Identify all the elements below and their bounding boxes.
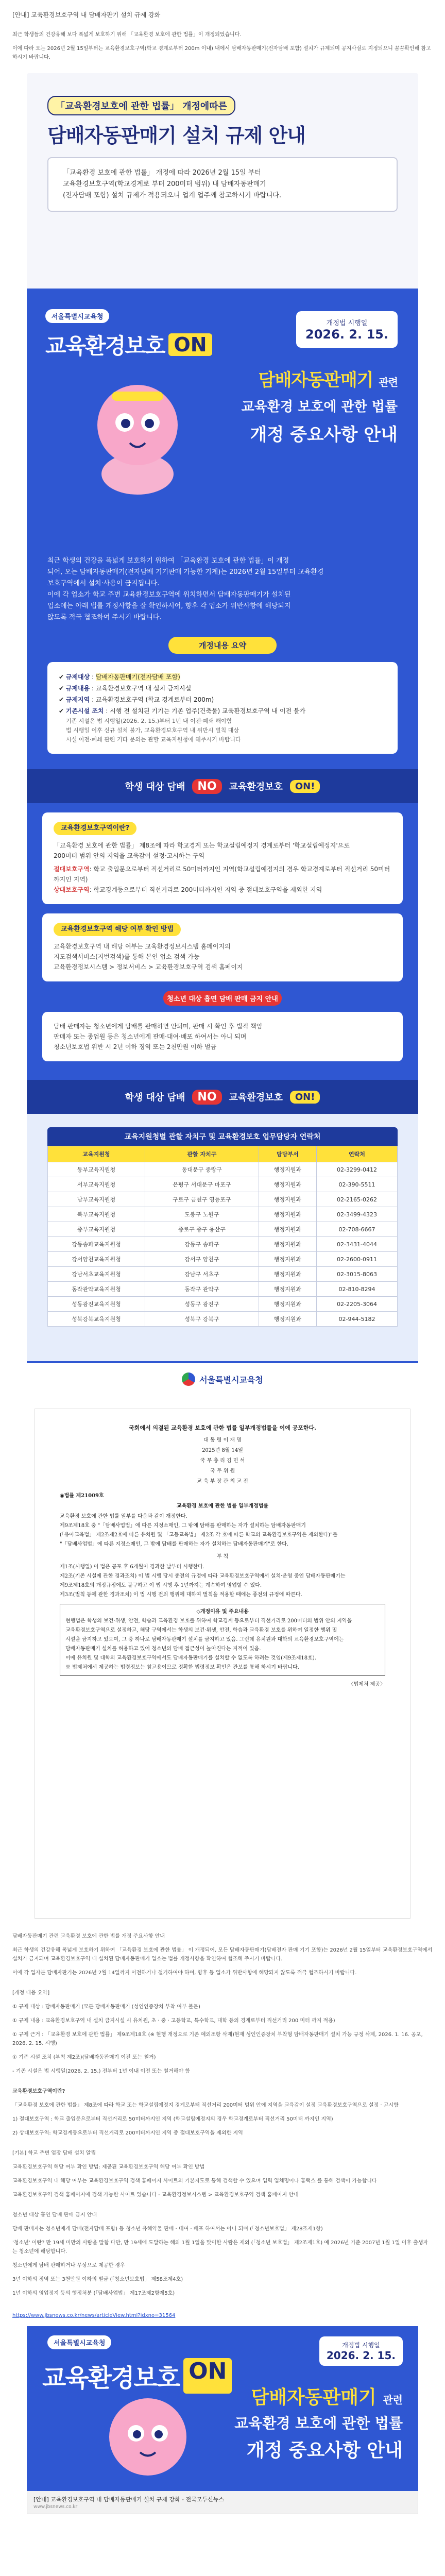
effective-date-box bbox=[319, 2336, 403, 2366]
table-cell: 행정지원과 bbox=[259, 1192, 316, 1207]
card-line: 200미터 범위 안의 지역을 교육감이 설정·고시하는 구역 bbox=[54, 852, 205, 859]
poster-body bbox=[27, 546, 418, 769]
body-paragraph: 청소년에게 담배 판매하거나 무상으로 제공한 경우 bbox=[12, 2263, 125, 2268]
table-cell: 강서구 양천구 bbox=[145, 1252, 259, 1267]
card-line: 지도검색서비스(지번검색)를 통해 본인 업소 검색 가능 bbox=[54, 953, 200, 960]
table-cell: 성동광진교육지원청 bbox=[48, 1297, 145, 1312]
gazette-box-line: ※ 법제처에서 제공하는 법령정보는 참고용이므로 정확한 법령정보 확인은 관보를 통해 하시기 바랍니다. bbox=[65, 1665, 299, 1670]
table-cell: 강남구 서초구 bbox=[145, 1267, 259, 1282]
table-cell: 구로구 금천구 영등포구 bbox=[145, 1192, 259, 1207]
table-cell: 02-2205-3064 bbox=[316, 1297, 397, 1312]
body-paragraph: 3년 이하의 징역 또는 3천만원 이하의 벌금 (「청소년보호법」 제58조제4호) bbox=[12, 2277, 183, 2282]
mascot-illustration bbox=[89, 376, 186, 495]
card-heading: 교육환경보호구역이란? bbox=[54, 822, 136, 835]
table-row bbox=[48, 1312, 398, 1327]
table-row bbox=[48, 1297, 398, 1312]
body-paragraph: ① 규제 근거 : 「교육환경 보호에 관한 법률」 제9조제18호 (※ 현행 개정으로 기존 예외조항 삭제)현재 성인인증장치 부착형 담배자동판매기 설치 가능 규정 삭제, 2026. 1. 16. 공포, 2026. 2. 15. 시행) bbox=[12, 2032, 423, 2046]
card-line: 담배 판매자는 청소년에게 담배를 판매하면 안되며, 판매 시 확인 후 법적 책임 bbox=[54, 1023, 263, 1030]
body-paragraph: 1년 이하의 영업정지 등의 행정처분 (「담배사업법」 제17조제2항제5호) bbox=[12, 2291, 175, 2296]
body-paragraph: '청소년' 이란? 만 19세 미만의 사람을 말함 다만, 만 19세에 도달하는 해의 1월 1일을 맞이한 사람은 제외 (「청소년 보호법」 제2조제1호) 예 2026년 기준 2007년 1월 1일 이후 출생자는 청소년에 해당합니다. bbox=[12, 2240, 429, 2255]
table-cell: 동작관악교육지원청 bbox=[48, 1282, 145, 1297]
body-paragraph: 최근 학생의 건강유해 폭넓게 보호하기 위하여 「교육환경 보호에 관한 법률」 이 개정되어, 모든 담배자동판매기(담배전자 판매 기기 포함)는 2026년 2월 15일부터 교육환경보호구역에서 설치가 금지되며 교육환경보호구역 내 설치된 담배자동판매기 업소는 법률 개정사항을 확인하여 협조해 주시기 바랍니다. bbox=[12, 1947, 433, 1962]
law-row: ✔ 기존시설 조치 : 시행 전 설치된 기기는 기존 업주(건축물) 교육환경보호구역 내 이전 불가 bbox=[59, 707, 306, 715]
table-cell: 성북구 강북구 bbox=[145, 1312, 259, 1327]
hero-title: 담배자동판매기 bbox=[251, 2387, 376, 2408]
table-header-cell: 담당부서 bbox=[259, 1146, 316, 1162]
table-header-cell: 교육지원청 bbox=[48, 1146, 145, 1162]
table-cell: 02-708-6667 bbox=[316, 1222, 397, 1237]
table-row bbox=[48, 1192, 398, 1207]
table-cell: 서부교육지원청 bbox=[48, 1177, 145, 1192]
gazette-para: (「유아교육법」 제2조제2호에 따른 유치원 및 「고등교육법」 제2조 각 호에 따른 학교의 교육환경보호구역은 제외한다)"를 bbox=[60, 1532, 338, 1538]
table-cell: 종로구 중구 용산구 bbox=[145, 1222, 259, 1237]
body-line: 않도록 적극 협조하여 주시기 바랍니다. bbox=[47, 614, 162, 621]
gazette-signer: 국 무 총 리 김 민 석 bbox=[200, 1458, 245, 1464]
table-cell: 02-3299-0412 bbox=[316, 1162, 397, 1177]
body-paragraph: ① 규제 대상 : 담배자동판매기 (모든 담배자동판매기 (성인인증장치 부착 여부 불문) bbox=[12, 2004, 200, 2010]
body-line: 되어, 오는 담배자동판매기(전자담배 기기판매 가능한 기계)는 2026년 2월 15일부터 교육환경 bbox=[47, 568, 324, 576]
table-cell: 행정지원과 bbox=[259, 1312, 316, 1327]
law-row: ✔ 규제대상 : 담배자동판매기(전자담배 포함) bbox=[59, 673, 180, 681]
gazette-box-line: 교육환경보호구역으로 설정하고, 해당 구역에서는 학생의 보건·위생, 안전, 학습과 교육환경 보호를 위하여 일정한 행위 및 bbox=[65, 1628, 337, 1633]
table-cell: 행정지원과 bbox=[259, 1162, 316, 1177]
table-cell: 행정지원과 bbox=[259, 1282, 316, 1297]
body-paragraph: 교육환경보호구역 해당 여부 확인 방법: 제공된 교육환경보호구역 해당 여부 확인 방법 bbox=[12, 2164, 205, 2170]
table-cell: 02-810-8294 bbox=[316, 1282, 397, 1297]
body-paragraph: 교육환경보호구역 내 해당 여부는 교육환경보호구역 검색 홈페이지 사이트의 기본지도로 통해 검색할 수 있으며 입력 업체명이나 홈택스 를 통해 검색이 가능합니다 bbox=[12, 2178, 377, 2184]
body-line: 보호구역에서 설치·사용이 금지됩니다. bbox=[47, 580, 160, 587]
card-line: 「교육환경 보호에 관한 법률」 제8조에 따라 학교경계 또는 학교설립예정지 경계로부터 '학교설립예정지'으로 bbox=[54, 842, 350, 849]
intro-paragraph-2: 이에 따라 오는 2026년 2월 15일부터는 교육환경보호구역(학교 경계로부터 200m 이내) 내에서 담배자동판매기(전자담배 포함) 설치가 규제되며 공지사실로 지정되으니 꼼꼼확인해 참고하시기 바랍니다. bbox=[12, 46, 431, 60]
gazette-para: 교육환경 보호에 관한 법률 일부를 다음과 같이 개정한다. bbox=[60, 1514, 187, 1519]
table-cell: 행정지원과 bbox=[259, 1177, 316, 1192]
table-cell: 02-3431-4044 bbox=[316, 1237, 397, 1252]
intro-paragraph-1: 최근 학생들의 건강유해 보다 폭넓게 보호하기 위해 「교육환경 보호에 관한 법률」이 개정되었습니다. bbox=[12, 32, 242, 38]
table-cell: 행정지원과 bbox=[259, 1297, 316, 1312]
table-cell: 성동구 광진구 bbox=[145, 1297, 259, 1312]
mascot-illustration bbox=[104, 2388, 192, 2491]
footer-text: 서울특별시교육청 bbox=[199, 1375, 263, 1385]
link-preview-caption[interactable] bbox=[27, 2491, 418, 2514]
hero-tagline: 개정 중요사항 안내 bbox=[246, 2440, 403, 2461]
body-paragraph: 이에 각 업자분 담배자판기는 2026년 2월 14일까지 이전하거나 철거하여야 하며, 향후 등 업소가 위반사항에 해당되지 않도록 적극 협조하시기 바랍니다. bbox=[12, 1970, 357, 1976]
gazette-para: 제9조제18호의 개정규정에도 불구하고 이 법 시행 후 1년까지는 계속하여 영업할 수 있다. bbox=[60, 1583, 262, 1588]
gazette-signer: 교 육 부 장 관 최 교 진 bbox=[197, 1479, 248, 1484]
table-cell: 02-944-5182 bbox=[316, 1312, 397, 1327]
gazette-reason-box bbox=[60, 1604, 385, 1676]
strip-no-badge: NO bbox=[192, 1090, 221, 1105]
table-cell: 동대문구 중랑구 bbox=[145, 1162, 259, 1177]
poster-intro-line: 교육환경보호구역(학교경계로 부터 200미터 범위) 내 담배자동판매기 bbox=[63, 180, 266, 188]
youth-warning-card bbox=[42, 1012, 403, 1061]
table-cell: 강동송파교육지원청 bbox=[48, 1237, 145, 1252]
strip-text: 교육환경보호 bbox=[229, 782, 283, 792]
table-header-cell: 관할 자치구 bbox=[145, 1146, 259, 1162]
table-row bbox=[48, 1282, 398, 1297]
gazette-para: "「담배사업법」에 따른 지정소매인, 그 밖에 담배를 판매하는 자가 설치하는 담배자동판매기"로 한다. bbox=[60, 1541, 289, 1547]
table-cell: 02-2600-0911 bbox=[316, 1252, 397, 1267]
gazette-para: 부 칙 bbox=[216, 1554, 229, 1560]
poster-header bbox=[27, 73, 418, 289]
body-line: 이에 각 업소가 학교 주변 교육환경보호구역에 위치하면서 담배자동판매기가 설치된 bbox=[47, 591, 291, 599]
link-preview-image[interactable] bbox=[27, 2326, 418, 2491]
table-cell: 강동구 송파구 bbox=[145, 1237, 259, 1252]
body-paragraph: 「교육환경 보호에 관한 법률」 제8조에 따라 학교 또는 학교설립예정지 경계로부터 직선거리 200미터 범위 안에 지역을 교육감이 설정 교육환경보호구역으로 설정 · 고시함 bbox=[12, 2103, 399, 2108]
table-row bbox=[48, 1222, 398, 1237]
table-cell: 강남서초교육지원청 bbox=[48, 1267, 145, 1282]
strip-on-badge: ON! bbox=[290, 780, 320, 793]
campaign-logo bbox=[45, 329, 212, 360]
gazette-box-line: 시설을 금지하고 있으며, 그 중 하나로 담배자동판매기 설치를 금지하고 있음. 그런데 유치원과 대학의 교육환경보호구역에는 bbox=[65, 1637, 344, 1642]
strip-text: 학생 대상 담배 bbox=[125, 1092, 185, 1103]
body-paragraph: - 기존 시설은 법 시행일(2026. 2. 15.) 전부터 1년 이내 이전 또는 철거해야 함 bbox=[12, 2069, 191, 2074]
info-section bbox=[27, 803, 418, 1080]
table-row bbox=[48, 1267, 398, 1282]
date-value: 2026. 2. 15. bbox=[305, 327, 388, 342]
strip-on-badge: ON! bbox=[290, 1091, 320, 1104]
zone-check-card bbox=[42, 913, 403, 981]
date-value: 2026. 2. 15. bbox=[326, 2349, 396, 2362]
seoul-education-emblem-icon bbox=[182, 1372, 195, 1386]
card-line: 교육환경정보시스템 > 정보서비스 > 교육환경보호구역 검색 홈페이지 bbox=[54, 963, 243, 971]
campaign-strip-2 bbox=[27, 1080, 418, 1114]
table-cell: 동부교육지원청 bbox=[48, 1162, 145, 1177]
section-heading: 교육환경보호구역이란? bbox=[12, 2089, 65, 2094]
campaign-strip bbox=[27, 769, 418, 803]
gazette-source-label: 〈법제처 제공〉 bbox=[348, 1682, 385, 1687]
strip-text: 학생 대상 담배 bbox=[125, 782, 185, 792]
table-row bbox=[48, 1237, 398, 1252]
law-note: 시설 이전·폐쇄 관련 기타 문의는 관할 교육지원청에 해주시기 바랍니다 bbox=[66, 736, 241, 743]
logo-text: 교육환경보호 bbox=[42, 2364, 180, 2393]
table-cell: 행정지원과 bbox=[259, 1222, 316, 1237]
section-heading: 청소년 대상 흡연 담배 판매 금지 안내 bbox=[12, 2212, 97, 2218]
table-cell: 02-390-5511 bbox=[316, 1177, 397, 1192]
table-cell: 행정지원과 bbox=[259, 1237, 316, 1252]
table-cell: 중부교육지원청 bbox=[48, 1222, 145, 1237]
gazette-box-title: ◇개정이유 및 주요내용 bbox=[196, 1609, 249, 1615]
body-paragraph: 2) 상대보호구역: 학교경계등으로부터 직선거리로 200미터까지인 지역 중 절대보호구역을 제외한 지역 bbox=[12, 2130, 243, 2136]
logo-text: 교육환경보호 bbox=[45, 333, 165, 359]
zone-definition-card: 교육환경보호구역이란? 「교육환경 보호에 관한 법률」 제8조에 따라 학교경계 또는 학교설립예정지 경계로부터 '학교설립예정지'으로 200미터 범위 안의 지역을 교육감이 설정·고시하는 구역 절대보호구역: 학교 출입문으로부터 직선거리로 50미터까지인 지역(학교설립예정지의 경우 학교경계로부터 직선거리 50미터까지인 지역) 상대보호구역: 학교경계등으로부터 직선거리로 200미터까지인 지역 중 절대보호구역을 제외한 지역 bbox=[42, 812, 403, 904]
article-title: [안내] 교육환경보호구역 내 담배자판기 설치 규제 강화 bbox=[12, 11, 161, 19]
gazette-para: 제9조제18호 중 "「담배사업법」에 따른 지정소매인, 그 밖에 담배를 판매하는 자가 설치하는 담배자동판매기 bbox=[60, 1523, 306, 1529]
poster-intro-box bbox=[47, 157, 398, 212]
hero-subtitle: 교육환경 보호에 관한 법률 bbox=[234, 2415, 403, 2432]
source-link[interactable]: https://www.jbsnews.co.kr/news/articleView.html?idxno=31564 bbox=[12, 2313, 176, 2318]
poster-body-text bbox=[47, 546, 398, 637]
date-label: 개정법 시행일 bbox=[342, 2342, 380, 2349]
gazette-box-line: 현행법은 학생의 보건·위생, 안전, 학습과 교육환경 보호를 위하여 학교경계 등으로부터 직선거리로 200미터의 범위 안의 지역을 bbox=[65, 1618, 352, 1624]
gazette-law-title: 교육환경 보호에 관한 법률 일부개정법률 bbox=[176, 1503, 269, 1509]
table-cell: 행정지원과 bbox=[259, 1207, 316, 1222]
zone-name: 절대보호구역 bbox=[54, 866, 90, 873]
body-paragraph: 담배자동판매기 관련 교육환경 보호에 관한 법률 개정 주요사항 안내 bbox=[12, 1934, 165, 1939]
body-paragraph: ① 기존 시설 조치 (부칙 제2조)(담배자동판매기 이전 또는 철거) bbox=[12, 2055, 156, 2060]
card-line: 판매자 또는 종업원 등은 청소년에게 판매·대여·배포 하여서는 아니 되며 bbox=[54, 1033, 247, 1040]
table-cell: 02-2165-0262 bbox=[316, 1192, 397, 1207]
body-paragraph: 교육환경보호구역 검색 홈페이지에 검색 가능한 사이트 있습니다 - 교육환경정보시스템 > 교육환경보호구역 검색 홈페이지 안내 bbox=[12, 2192, 299, 2198]
gazette-box-line: 담배자동판매기 설치를 허용하고 있어 청소년의 담배 접근성이 높아진다는 지적이 있음. bbox=[65, 1646, 261, 1652]
contacts-table-title: 교육지원청별 관할 자치구 및 교육환경보호 업무담당자 연락처 bbox=[47, 1127, 398, 1146]
logo-on: ON bbox=[183, 2358, 232, 2394]
poster-footer bbox=[27, 1361, 418, 1395]
article-body bbox=[12, 1932, 433, 2319]
gazette-document bbox=[35, 1409, 410, 1919]
table-row bbox=[48, 1207, 398, 1222]
law-note: 법 시행일 이후 신규 설치 불가, 교육환경보호구역 내 위반시 벌칙 대상 bbox=[66, 727, 239, 734]
hero-tagline: 개정 중요사항 안내 bbox=[250, 425, 398, 445]
strip-no-badge: NO bbox=[192, 779, 221, 794]
logo-on: ON bbox=[168, 333, 212, 356]
gazette-box-line: 이에 유치원 및 대학의 교육환경보호구역에서도 담배자동판매기를 설치할 수 없도록 하려는 것임(제9조제18호). bbox=[65, 1655, 316, 1661]
table-cell: 02-3499-4323 bbox=[316, 1207, 397, 1222]
link-preview-domain: www.jbsnews.co.kr bbox=[33, 2504, 78, 2510]
law-note: 기존 시설은 법 시행일(2026. 2. 15.)부터 1년 내 이전·폐쇄 해야함 bbox=[66, 718, 232, 724]
gazette-para: 제3조(벌칙 등에 관한 경과조치) 이 법 시행 전의 행위에 대하여 벌칙을 적용할 때에는 종전의 규정에 따른다. bbox=[60, 1592, 302, 1598]
law-row: ✔ 규제지역 : 교육환경보호구역 (학교 경계로부터 200m) bbox=[59, 696, 214, 703]
notice-poster bbox=[27, 73, 418, 1395]
table-cell: 동작구 관악구 bbox=[145, 1282, 259, 1297]
body-paragraph: ① 규제 내용 : 교육환경보호구역 내 설치 금지시설 시 유치원, 초 · 중 · 고등학교, 특수학교, 대학 등의 경계로부터 직선거리 200 미터 까지 적용) bbox=[12, 2018, 335, 2024]
body-line: 최근 학생의 건강을 폭넓게 보호하기 위하여 「교육환경 보호에 관한 법률」이 개정 bbox=[47, 557, 289, 565]
gazette-para: 제2조(기존 시설에 관한 경과조치) 이 법 시행 당시 종전의 규정에 따라 교육환경보호구역에서 설치·운영 중인 담배자동판매기는 bbox=[60, 1573, 346, 1579]
table-row bbox=[48, 1252, 398, 1267]
table-cell: 도봉구 노원구 bbox=[145, 1207, 259, 1222]
zone-text: 학교경계등으로부터 직선거리로 200미터까지인 지역 중 절대보호구역을 제외한 지역 bbox=[93, 886, 322, 893]
hero-title: 담배자동판매기 bbox=[258, 370, 373, 391]
date-label: 개정법 시행일 bbox=[326, 319, 368, 327]
table-cell: 행정지원과 bbox=[259, 1252, 316, 1267]
table-cell: 행정지원과 bbox=[259, 1267, 316, 1282]
gazette-title: 국회에서 의결된 교육환경 보호에 관한 법률 일부개정법률을 이에 공포한다. bbox=[129, 1425, 316, 1431]
poster-hero bbox=[27, 289, 418, 546]
body-paragraph: 담배 판매자는 청소년에게 담배(전자담배 포함) 등 청소년 유해약물 판매 · 대여 · 배포 하여서는 아니 되며 (「청소년보호법」 제28조제1항) bbox=[12, 2226, 323, 2232]
gazette-date: 2025년 8월 14일 bbox=[202, 1448, 243, 1453]
section-heading: [개정 내용 요약] bbox=[12, 1990, 50, 1996]
poster-intro-line: 「교육환경 보호에 관한 법률」 개정에 따라 2026년 2월 15일 부터 bbox=[63, 169, 261, 177]
gazette-para: 제1조(시행일) 이 법은 공포 후 6개월이 경과한 날부터 시행한다. bbox=[60, 1564, 204, 1570]
poster-intro-line: (전자담배 포함) 설치 규제가 적용되오니 업계 업주께 참고하시기 바랍니다. bbox=[63, 192, 282, 199]
link-preview-title: [안내] 교육환경보호구역 내 담배자동판매기 설치 규제 강화 - 전국모두신뉴스 bbox=[33, 2496, 224, 2503]
table-cell: 성북강북교육지원청 bbox=[48, 1312, 145, 1327]
section-heading: [기본] 학교 주변 업장 담배 설치 알림 bbox=[12, 2150, 96, 2156]
hero-title-suffix: 관련 bbox=[379, 376, 398, 388]
gazette-signer: 국 무 위 원 bbox=[210, 1468, 235, 1474]
hero-title-suffix: 관련 bbox=[383, 2394, 403, 2406]
strip-text: 교육환경보호 bbox=[229, 1092, 283, 1103]
table-cell: 강서양천교육지원청 bbox=[48, 1252, 145, 1267]
contacts-section bbox=[27, 1114, 418, 1361]
body-paragraph: 1) 절대보호구역 : 학교 출입문으로부터 직선거리로 50미터까지인 지역 (학교설립예정지의 경우 학교경계로부터 직선거리 50미터 까지인 지역) bbox=[12, 2116, 333, 2122]
seoul-office-badge: 서울특별시교육청 bbox=[47, 2335, 111, 2349]
youth-warning-tag: 청소년 대상 흡연 담배 판매 금지 안내 bbox=[163, 991, 282, 1006]
table-row bbox=[48, 1177, 398, 1192]
contacts-table bbox=[47, 1146, 398, 1327]
law-row: ✔ 규제내용 : 교육환경보호구역 내 설치 금지시설 bbox=[59, 685, 192, 692]
law-summary-box bbox=[47, 662, 398, 754]
table-cell: 북부교육지원청 bbox=[48, 1207, 145, 1222]
card-line: 교육환경보호구역 내 해당 여부는 교육환경정보시스템 홈페이지의 bbox=[54, 943, 231, 950]
table-row bbox=[48, 1162, 398, 1177]
effective-date-box bbox=[296, 311, 398, 348]
gazette-signature: 대 통 령 이 재 명 bbox=[203, 1437, 242, 1443]
hero-subtitle: 교육환경 보호에 관한 법률 bbox=[241, 399, 398, 415]
poster-headline: 담배자동판매기 설치 규제 안내 bbox=[47, 124, 305, 147]
zone-name: 상대보호구역 bbox=[54, 886, 90, 893]
law-pill: 「교육환경보호에 관한 법률」 개정에따른 bbox=[47, 96, 235, 115]
card-heading: 교육환경보호구역 해당 여부 확인 방법 bbox=[54, 923, 181, 936]
table-cell: 은평구 서대문구 마포구 bbox=[145, 1177, 259, 1192]
table-header-cell: 연락처 bbox=[316, 1146, 397, 1162]
table-cell: 02-3015-8063 bbox=[316, 1267, 397, 1282]
card-line: 청소년보호법 위반 시 2년 이하 징역 또는 2천만원 이하 벌금 bbox=[54, 1043, 217, 1050]
body-line: 업소에는 아래 법률 개정사항을 잘 확인하시어, 향후 각 업소가 위반사항에 해당되지 bbox=[47, 602, 291, 610]
table-cell: 남부교육지원청 bbox=[48, 1192, 145, 1207]
law-summary-tag: 개정내용 요약 bbox=[168, 637, 277, 654]
zone-text: 학교 출입문으로부터 직선거리로 50미터까지인 지역(학교설립예정지의 경우 학교경계로부터 직선거리 50미터까지인 지역) bbox=[54, 866, 390, 883]
gazette-law-number: ◉법률 제21009호 bbox=[60, 1493, 104, 1499]
seoul-office-badge: 서울특별시교육청 bbox=[45, 309, 109, 323]
